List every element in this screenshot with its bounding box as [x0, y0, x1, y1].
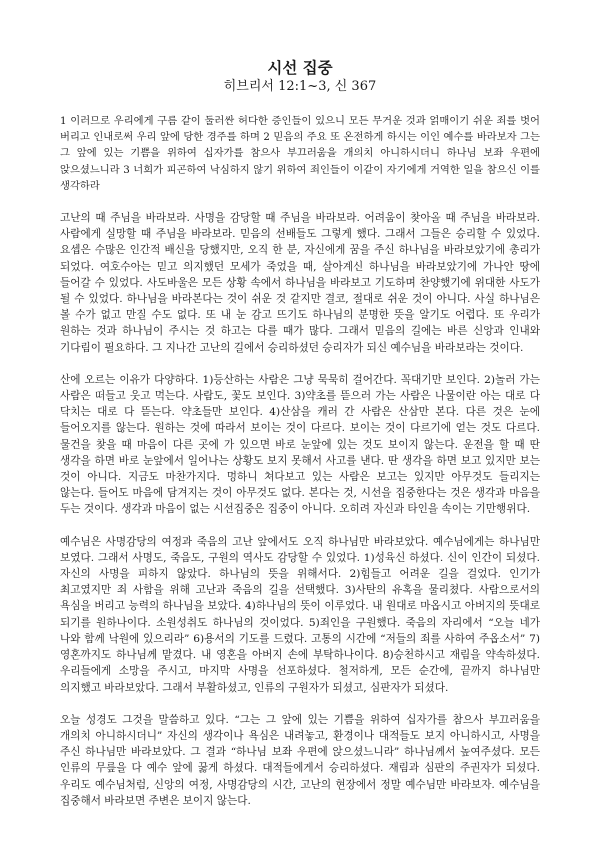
scripture-passage: 1 이러므로 우리에게 구름 같이 둘러싼 허다한 증인들이 있으니 모든 무거운 것과 얽매이기 쉬운 죄를 벗어 버리고 인내로써 우리 앞에 당한 경주를 하며 2 믿음의 주요 또 온전하게 하시는 이인 예수를 바라보자 그는 그 앞에 있는 기쁨을 위하여 십자가를 참으사 부끄러움을 개의치 아니하시더니 하나님 보좌 우편에 앉으셨느니라 3 너희가 피곤하여 낙심하지 않기 위하여 죄인들이 이같이 자기에게 거역한 일을 참으신 이를 생각하라 [60, 115, 540, 192]
body-paragraph-3: 예수님은 사명감당의 여정과 죽음의 고난 앞에서도 오직 하나님만 바라보았다. 예수님에게는 하나님만 보였다. 그래서 사명도, 죽음도, 구원의 역사도 감당할 수 있었다. 1)성육신 하셨다. 신이 인간이 되셨다. 자신의 사명을 피하지 않았다. 하나님의 뜻을 위해서다. 2)힘들고 어려운 길을 걸었다. 인기가 최고였지만 죄 사함을 위해 고난과 죽음의 길을 선택했다. 3)사탄의 유혹을 물리쳤다. 사람으로서의 욕심을 버리고 능력의 하나님을 보았다. 4)하나님의 뜻이 이루었다. 내 원대로 마옵시고 아버지의 뜻대로 되기를 원하나이다. 소원성취도 하나님의 것이었다. 5)죄인을 구원했다. 죽음의 자리에서 “오늘 네가 나와 함께 낙원에 있으리라” 6)용서의 기도를 드렸다. 고통의 시간에 “저들의 죄를 사하여 주옵소서” 7)영혼까지도 하나님께 맡겼다. 내 영혼을 아버지 손에 부탁하나이다. 8)승천하시고 재림을 약속하셨다. 우리들에게 소망을 주시고, 마지막 사명을 선포하셨다. 철저하게, 모든 순간에, 끝까지 하나님만 의지했고 바라보았다. 그래서 부활하셨고, 인류의 구원자가 되셨고, 심판자가 되셨다. [60, 535, 540, 694]
body-paragraph-2: 산에 오르는 이유가 다양하다. 1)등산하는 사람은 그냥 묵묵히 걸어간다. 꼭대기만 보인다. 2)놀러 가는 사람은 떠들고 웃고 먹는다. 사람도, 꽃도 보인다. 3)약초를 뜯으러 가는 사람은 나물이란 아는 대로 다 닥치는 대로 다 뜯는다. 약초들만 보인다. 4)산삼을 캐러 간 사람은 산삼만 본다. 다른 것은 눈에 들어오지를 않는다. 원하는 것에 따라서 보이는 것이 다르다. 보이는 것이 다르기에 얻는 것도 다르다. 물건을 찾을 때 마음이 다른 곳에 가 있으면 바로 눈앞에 있는 것도 보이지 않는다. 운전을 할 때 딴 생각을 하면 바로 눈앞에서 일어나는 상황도 보지 못해서 사고를 낸다. 딴 생각을 하면 보고 있지만 보는 것이 아니다. 지금도 마찬가지다. 멍하니 쳐다보고 있는 사람은 보고는 있지만 아무것도 들리지는 않는다. 들어도 마음에 담겨지는 것이 아무것도 없다. 본다는 것, 시선을 집중한다는 것은 생각과 마음을 두는 것이다. 생각과 마음이 없는 시선집중은 집중이 아니다. 오히려 자신과 타인을 속이는 기만행위다. [60, 373, 540, 516]
scripture-reference: 히브리서 12:1~3, 신 367 [223, 79, 377, 94]
page-title: 시선 집중 [267, 58, 333, 77]
body-paragraph-4: 오늘 성경도 그것을 말씀하고 있다. “그는 그 앞에 있는 기쁨을 위하여 십자가를 참으사 부끄러움을 개의치 아니하시더니” 자신의 생각이나 욕심은 내려놓고, 환경이나 대적들도 보지 아니하시고, 사명을 주신 하나님만 바라보았다. 그 결과 “하나님 보좌 우편에 앉으셨느니라” 하나님께서 높여주셨다. 모든 인류의 무릎을 다 예수 앞에 꿇게 하셨다. 대적들에게서 승리하셨다. 재림과 심판의 주권자가 되셨다. 우리도 예수님처럼, 신앙의 여정, 사명감당의 시간, 고난의 현장에서 정말 예수님만 바라보자. 예수님을 집중해서 바라보면 주변은 보이지 않는다. [60, 713, 540, 807]
body-paragraph-1: 고난의 때 주님을 바라보라. 사명을 감당할 때 주님을 바라보라. 어려움이 찾아올 때 주님을 바라보라. 사람에게 실망할 때 주님을 바라보라. 믿음의 선배들도 그렇게 했다. 그래서 그들은 승리할 수 있었다. 요셉은 수많은 인간적 배신을 당했지만, 오직 한 분, 자신에게 꿈을 주신 하나님을 바라보았기에 총리가 되었다. 여호수아는 믿고 의지했던 모세가 죽었을 때, 살아계신 하나님을 바라보았기에 가나안 땅에 들어갈 수 있었다. 사도바울은 모든 상황 속에서 하나님을 바라보고 기도하며 찬양했기에 위대한 사도가 될 수 있었다. 하나님을 바라본다는 것이 쉬운 것 같지만 결코, 절대로 쉬운 것이 아니다. 사실 하나님은 볼 수가 없고 만질 수도 없다. 또 내 눈 감고 뜨기도 하나님의 분명한 뜻을 알기도 어렵다. 또 우리가 원하는 것과 하나님이 주시는 것 하고는 다를 때가 많다. 그래서 믿음의 길에는 바른 신앙과 인내와 기다림이 필요하다. 그 지나간 고난의 길에서 승리하셨던 승리자가 되신 예수님을 바라보라는 것이다. [60, 212, 540, 354]
